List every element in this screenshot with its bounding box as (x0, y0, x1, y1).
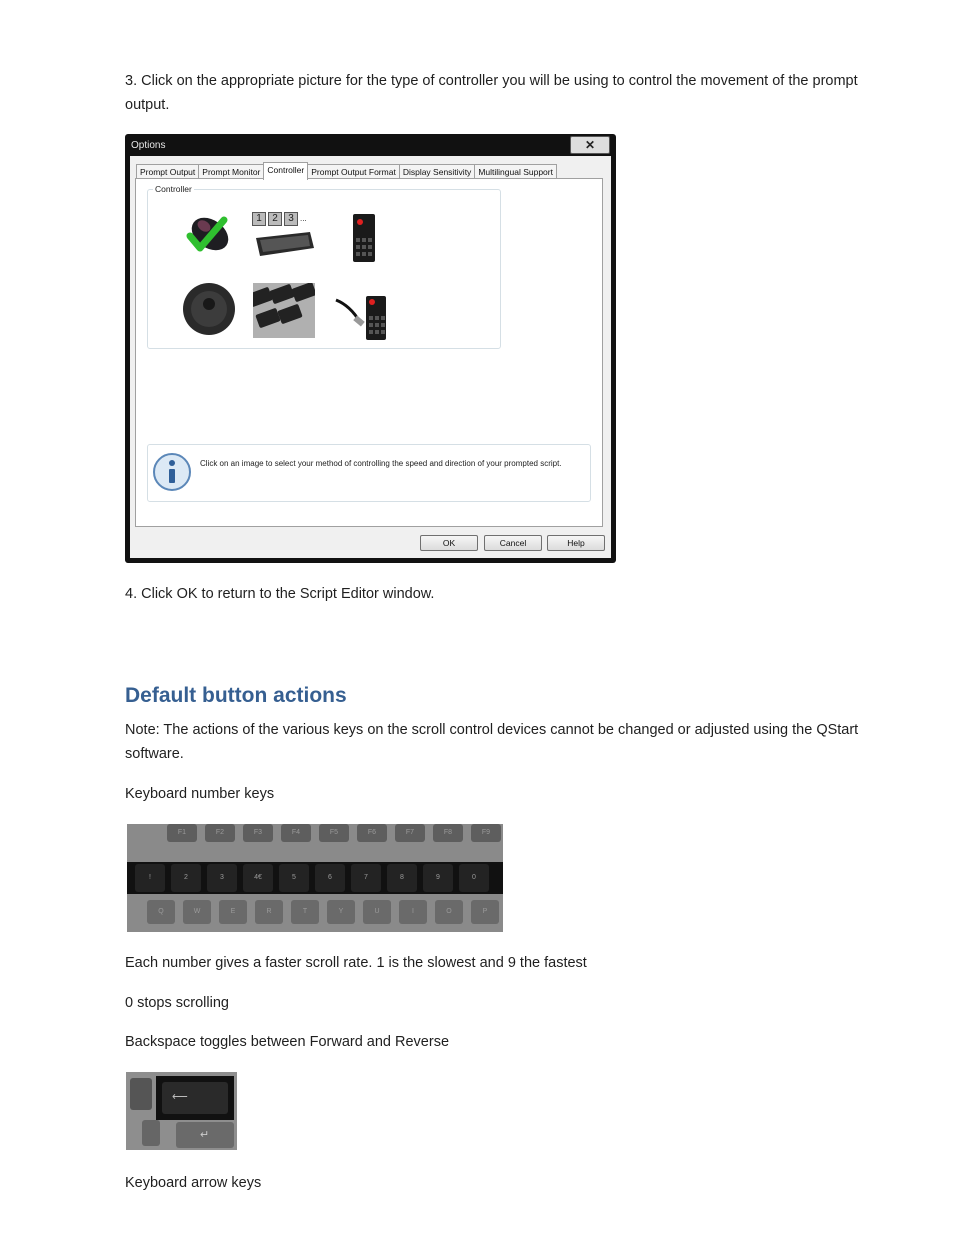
keyboard-arrow-keys-label: Keyboard arrow keys (125, 1175, 262, 1191)
function-key-3: F4 (281, 824, 311, 842)
mouse-icon (180, 210, 238, 260)
options-dialog (125, 134, 616, 563)
jog-wheel-icon (182, 282, 236, 336)
number-key-3: 4€ (243, 864, 273, 892)
letter-key-2: E (219, 900, 247, 924)
dialog-title: Options (131, 140, 166, 151)
usb-hand-controller-icon (334, 294, 390, 344)
keypad-number-1: 1 (252, 212, 266, 226)
info-box (147, 444, 591, 502)
number-key-9: 0 (459, 864, 489, 892)
help-button[interactable]: Help (547, 535, 605, 551)
note-text: Note: The actions of the various keys on the scroll control devices cannot be changed or adjusted using the QStart software. (125, 722, 859, 762)
number-key-7: 8 (387, 864, 417, 892)
keyboard-number-keys-label: Keyboard number keys (125, 786, 275, 802)
letter-key-1: W (183, 900, 211, 924)
tab-prompt-output[interactable]: Prompt Output (136, 164, 199, 180)
tab-strip (136, 164, 556, 179)
hand-controller-option[interactable] (352, 212, 376, 264)
number-key-5: 6 (315, 864, 345, 892)
keypad-ellipsis: ... (300, 214, 307, 223)
jog-wheel-controller-option[interactable] (182, 282, 236, 336)
controller-panel (135, 178, 603, 527)
arrow-keys-icon (253, 283, 315, 338)
dialog-body (130, 156, 611, 558)
keyboard-icon (252, 228, 316, 258)
enter-arrow-icon: ↵ (200, 1129, 210, 1141)
backspace-arrow-icon: ⟵ (172, 1091, 188, 1103)
number-key-2: 3 (207, 864, 237, 892)
usb-hand-controller-option[interactable] (334, 294, 390, 344)
enter-key (176, 1122, 234, 1148)
ok-button[interactable]: OK (420, 535, 478, 551)
number-key-0: ! (135, 864, 165, 892)
tab-prompt-output-format[interactable]: Prompt Output Format (307, 164, 400, 180)
arrow-keys-controller-option[interactable] (253, 283, 315, 338)
step-3-text: 3. Click on the appropriate picture for the type of controller you will be using to control the movement of the prompt output. (125, 73, 858, 113)
letter-key-7: I (399, 900, 427, 924)
function-key-1: F2 (205, 824, 235, 842)
function-key-5: F6 (357, 824, 387, 842)
letter-key-4: T (291, 900, 319, 924)
zero-stops-text: 0 stops scrolling (125, 995, 229, 1011)
number-key-1: 2 (171, 864, 201, 892)
scroll-rate-text: Each number gives a faster scroll rate. 1 is the slowest and 9 the fastest (125, 955, 587, 971)
step-4-text: 4. Click OK to return to the Script Editor window. (125, 586, 435, 602)
keypad-number-2: 2 (268, 212, 282, 226)
number-key-6: 7 (351, 864, 381, 892)
letter-key-3: R (255, 900, 283, 924)
controller-group-label: Controller (155, 184, 192, 194)
mouse-controller-option[interactable] (180, 210, 238, 260)
backspace-text: Backspace toggles between Forward and Reverse (125, 1034, 450, 1050)
close-button[interactable]: ✕ (570, 136, 610, 154)
number-key-8: 9 (423, 864, 453, 892)
number-keys-photo (127, 824, 503, 932)
keypad-number-3: 3 (284, 212, 298, 226)
letter-key-6: U (363, 900, 391, 924)
letter-key-0: Q (147, 900, 175, 924)
function-key-6: F7 (395, 824, 425, 842)
keyboard-controller-option[interactable] (252, 212, 316, 258)
tab-multilingual-support[interactable]: Multilingual Support (474, 164, 557, 180)
function-key-0: F1 (167, 824, 197, 842)
backspace-key-photo (126, 1072, 237, 1150)
controller-group (147, 184, 501, 349)
function-key-7: F8 (433, 824, 463, 842)
letter-key-5: Y (327, 900, 355, 924)
info-text: Click on an image to select your method of controlling the speed and direction of your prompted script. (200, 459, 562, 468)
section-heading: Default button actions (125, 684, 347, 707)
function-key-8: F9 (471, 824, 501, 842)
function-key-2: F3 (243, 824, 273, 842)
cancel-button[interactable]: Cancel (484, 535, 542, 551)
hand-controller-icon (352, 212, 376, 264)
letter-key-8: O (435, 900, 463, 924)
number-key-4: 5 (279, 864, 309, 892)
letter-key-9: P (471, 900, 499, 924)
backspace-key (162, 1082, 228, 1114)
tab-controller[interactable]: Controller (263, 162, 308, 180)
info-icon (152, 452, 192, 492)
tab-display-sensitivity[interactable]: Display Sensitivity (399, 164, 476, 180)
tab-prompt-monitor[interactable]: Prompt Monitor (198, 164, 264, 180)
function-key-4: F5 (319, 824, 349, 842)
